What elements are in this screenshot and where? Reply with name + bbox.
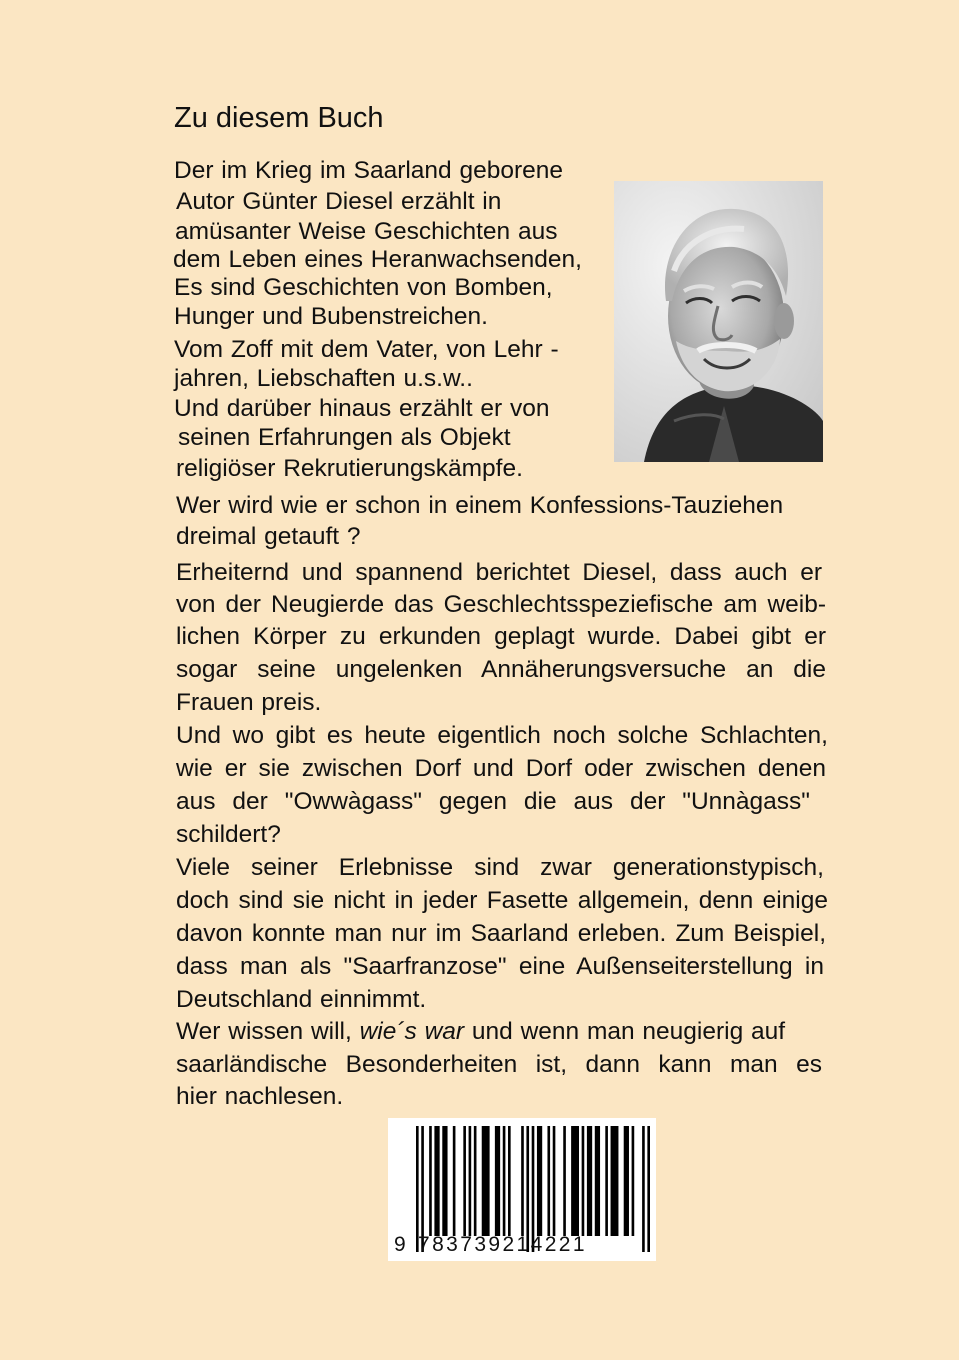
barcode-bar (553, 1126, 556, 1236)
barcode-bar (587, 1126, 592, 1236)
book-title-italic: wie´s war (359, 1018, 465, 1045)
blurb-line: religiöser Rekrutierungskämpfe. (176, 455, 523, 482)
barcode-bar (434, 1126, 439, 1236)
blurb-line: Erheiternd und spannend berichtet Diesel, dass auch er (176, 559, 822, 586)
barcode-digit-group: 783739214221 (418, 1233, 587, 1256)
barcode-bar (571, 1126, 579, 1236)
barcode-first-digit: 9 (394, 1233, 406, 1256)
blurb-line: aus der "Owwàgass" gegen die aus der "Unnàgass" (176, 788, 810, 815)
blurb-line: doch sind sie nicht in jeder Fasette allgemein, denn einige (176, 887, 828, 914)
blurb-line: sogar seine ungelenken Annäherungsversuche an die (176, 656, 826, 683)
blurb-line: Vom Zoff mit dem Vater, von Lehr - (174, 336, 559, 363)
blurb-line-part: und wenn man neugierig auf (464, 1018, 786, 1045)
blurb-line: dem Leben eines Heranwachsenden, (173, 246, 582, 273)
blurb-line-part: Autor Günter Diesel (176, 188, 401, 215)
barcode-bar (463, 1126, 466, 1236)
blurb-line: Es sind Geschichten von Bomben, (174, 274, 553, 301)
barcode-bar (537, 1126, 542, 1236)
blurb-line: davon konnte man nur im Saarland erleben. Zum Beispiel, (176, 920, 826, 947)
barcode-bar (495, 1126, 500, 1236)
barcode-bar (611, 1126, 619, 1236)
barcode-bar (469, 1126, 472, 1236)
barcode-bar (503, 1126, 506, 1236)
barcode-bar (442, 1126, 447, 1236)
blurb-line: amüsanter Weise Geschichten aus (175, 218, 558, 245)
blurb-line: hier nachlesen. (176, 1083, 344, 1110)
barcode-bar (632, 1126, 635, 1236)
blurb-line: Frauen preis. (176, 689, 322, 716)
blurb-line: Der im Krieg im Saarland geborene (174, 157, 564, 184)
barcode-bar (582, 1126, 585, 1236)
blurb-line (176, 187, 501, 217)
author-portrait-image (614, 181, 823, 462)
isbn-barcode (388, 1118, 656, 1261)
barcode-bar (482, 1126, 490, 1236)
blurb-line: von der Neugierde das Geschlechtsspeziefische am weib- (176, 591, 826, 618)
barcode-bar (563, 1126, 566, 1236)
blurb-line: Deutschland einnimmt. (176, 986, 427, 1013)
author-photo (614, 181, 823, 462)
barcode-bar (474, 1126, 477, 1236)
blurb-line: Wer wird wie er schon in einem Konfessions-Tauziehen (176, 492, 784, 519)
blurb-line: dass man als "Saarfranzose" eine Außenseiterstellung in (176, 953, 824, 980)
barcode-bar (547, 1126, 550, 1236)
blurb-line: dreimal getauft ? (176, 523, 361, 550)
blurb-line: seinen Erfahrungen als Objekt (178, 424, 511, 451)
blurb-line-part: Wer wissen will, (176, 1018, 360, 1045)
blurb-line: saarländische Besonderheiten ist, dann kann man es (176, 1051, 822, 1078)
barcode-bar (624, 1126, 629, 1236)
barcode-bar (605, 1126, 608, 1236)
barcode-bar (521, 1126, 524, 1236)
blurb-line: Viele seiner Erlebnisse sind zwar generationstypisch, (176, 854, 824, 881)
barcode-bar (453, 1126, 456, 1236)
blurb-line: wie er sie zwischen Dorf und Dorf oder zwischen denen (176, 755, 826, 782)
blurb-line: schildert? (176, 821, 281, 848)
blurb-line: Hunger und Bubenstreichen. (174, 303, 488, 330)
blurb-line: jahren, Liebschaften u.s.w.. (174, 365, 473, 392)
blurb-line: Und darüber hinaus erzählt er von (174, 395, 550, 422)
barcode-bar (595, 1126, 600, 1236)
barcode-bar (508, 1126, 511, 1236)
section-heading: Zu diesem Buch (174, 102, 384, 134)
barcode-digits (388, 1232, 656, 1258)
blurb-line: Und wo gibt es heute eigentlich noch solche Schlachten, (176, 722, 828, 749)
barcode-bar (429, 1126, 432, 1236)
blurb-line (176, 1017, 785, 1047)
blurb-line-part: erzählt in (400, 188, 502, 215)
blurb-line: lichen Körper zu erkunden geplagt wurde. Dabei gibt er (176, 623, 826, 650)
